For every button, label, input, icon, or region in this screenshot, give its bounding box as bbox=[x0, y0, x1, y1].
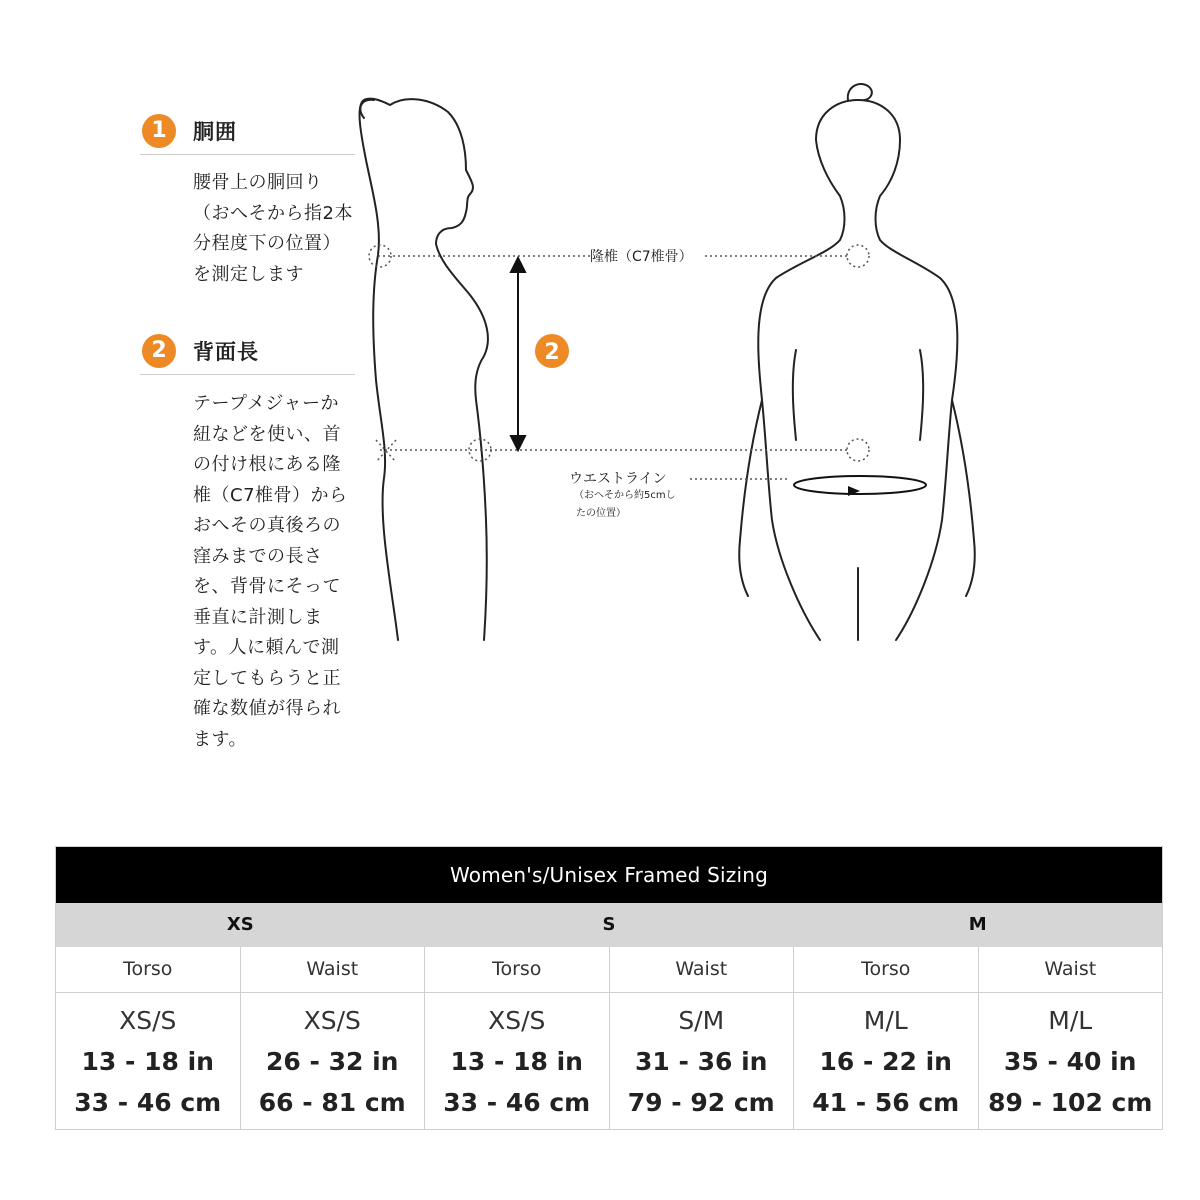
table-cell bbox=[241, 993, 426, 1129]
c7-label: 隆椎（C7椎骨） bbox=[590, 249, 693, 265]
cell-cm: 89 - 102 cm bbox=[988, 1088, 1153, 1117]
front-hair-bun bbox=[848, 84, 872, 100]
cell-cm: 33 - 46 cm bbox=[443, 1088, 591, 1117]
size-s-header: S bbox=[602, 914, 616, 935]
column-header: Torso bbox=[425, 947, 610, 992]
front-body-outline bbox=[758, 100, 957, 640]
column-header-row bbox=[56, 947, 1162, 993]
cell-cm: 79 - 92 cm bbox=[627, 1088, 775, 1117]
arrow-head-bottom bbox=[511, 436, 525, 450]
cell-cm: 66 - 81 cm bbox=[258, 1088, 406, 1117]
cell-inches: 16 - 22 in bbox=[819, 1047, 952, 1076]
left-torso-line bbox=[793, 350, 796, 440]
table-cell bbox=[425, 993, 610, 1129]
cell-fit: XS/S bbox=[488, 1006, 546, 1035]
step-2-description: テープメジャーか紐などを使い、首の付け根にある隆椎（C7椎骨）からおへその真後ろの窪みまでの長さを、背骨にそって垂直に計測します。人に頼んで測定してもらうと正確な数値が得られます。 bbox=[193, 393, 348, 750]
table-cell bbox=[610, 993, 795, 1129]
side-profile-outline bbox=[360, 99, 488, 640]
column-header: Torso bbox=[56, 947, 241, 992]
waistline-note-2: たの位置） bbox=[576, 508, 626, 519]
right-torso-line bbox=[920, 350, 923, 440]
waistline-ellipse bbox=[794, 476, 926, 494]
table-cell bbox=[979, 993, 1163, 1129]
step-1-description: 腰骨上の胴回り（おへそから指2本分程度下の位置）を測定します bbox=[193, 172, 353, 285]
cell-inches: 13 - 18 in bbox=[81, 1047, 214, 1076]
size-chart-table bbox=[55, 846, 1163, 1130]
table-body-row bbox=[56, 993, 1162, 1129]
cell-fit: S/M bbox=[678, 1006, 725, 1035]
step-1-badge: 1 bbox=[142, 114, 176, 148]
cell-inches: 31 - 36 in bbox=[635, 1047, 768, 1076]
c7-marker-front bbox=[847, 245, 869, 267]
size-xs-header: XS bbox=[226, 914, 254, 935]
cell-fit: M/L bbox=[1048, 1006, 1093, 1035]
right-arm bbox=[952, 400, 975, 596]
arrow-badge-number: 2 bbox=[544, 340, 560, 365]
cell-inches: 35 - 40 in bbox=[1004, 1047, 1137, 1076]
cell-cm: 33 - 46 cm bbox=[74, 1088, 222, 1117]
column-header: Waist bbox=[610, 947, 795, 992]
cell-fit: XS/S bbox=[119, 1006, 177, 1035]
cell-inches: 26 - 32 in bbox=[266, 1047, 399, 1076]
waistline-note-1: （おへそから約5cmし bbox=[574, 490, 676, 501]
column-header: Waist bbox=[1044, 958, 1097, 980]
waist-marker-front bbox=[847, 439, 869, 461]
hair-bun bbox=[360, 100, 374, 118]
size-header-row bbox=[56, 903, 1162, 947]
cell-inches: 13 - 18 in bbox=[450, 1047, 583, 1076]
table-cell bbox=[56, 993, 241, 1129]
step-2-title: 背面長 bbox=[193, 340, 259, 364]
step-1-title: 胴囲 bbox=[193, 120, 237, 144]
waistline-label: ウエストライン bbox=[569, 471, 667, 487]
cell-cm: 41 - 56 cm bbox=[812, 1088, 960, 1117]
step-2-badge: 2 bbox=[142, 334, 176, 368]
cell-fit: XS/S bbox=[303, 1006, 361, 1035]
table-title: Women's/Unisex Framed Sizing bbox=[56, 847, 1162, 903]
column-header: Waist bbox=[241, 947, 426, 992]
size-m-header: M bbox=[968, 914, 987, 935]
cell-fit: M/L bbox=[863, 1006, 908, 1035]
arrow-head-top bbox=[511, 258, 525, 272]
left-arm bbox=[739, 400, 762, 596]
column-header: Torso bbox=[794, 947, 979, 992]
table-cell bbox=[794, 993, 979, 1129]
